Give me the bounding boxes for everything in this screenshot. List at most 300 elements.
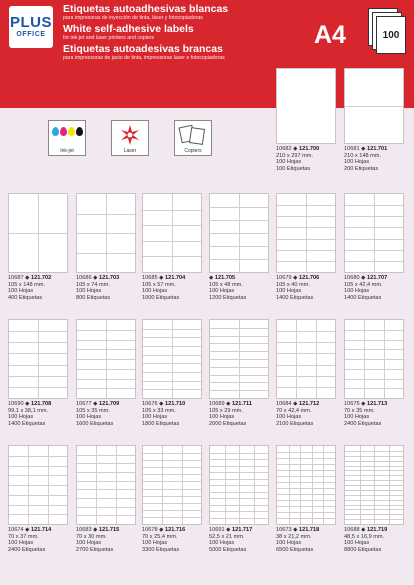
logo-office-text: OFFICE: [16, 30, 46, 38]
product-info: [344, 401, 404, 427]
label-row-line: [210, 390, 268, 391]
label-row-line: [345, 509, 403, 510]
product-info: [344, 275, 404, 301]
product-code: 10676: [142, 401, 158, 407]
product-code: 10681: [344, 146, 360, 152]
label-row-line: [210, 328, 268, 329]
label-row-line: [277, 494, 335, 495]
sheet-count: 100 Hojas: [8, 288, 34, 295]
label-row-line: [345, 456, 403, 457]
product-ref: 121.708: [30, 401, 52, 407]
label-sheet-preview: [344, 193, 404, 273]
label-row-line: [277, 216, 335, 217]
label-row-line: [210, 343, 268, 344]
product-code: 10691: [209, 527, 225, 533]
product-titles: [63, 4, 313, 64]
product-code: 10686: [76, 275, 92, 281]
label-sheet-preview: [344, 319, 404, 399]
label-sheet-preview: [276, 445, 336, 525]
label-count: 1400 Etiquetas: [8, 420, 46, 427]
label-row-line: [77, 507, 135, 508]
product-info: [8, 275, 68, 301]
product-card: [76, 445, 136, 553]
label-row-line: [143, 381, 201, 382]
label-size: 99,1 x 38,1 mm.: [8, 407, 49, 414]
sheet-count: 100 Hojas: [76, 414, 102, 421]
product-ref: 121.710: [164, 401, 186, 407]
product-info: [76, 401, 136, 427]
label-row-line: [143, 337, 201, 338]
label-sheet-preview: [8, 319, 68, 399]
label-row-line: [143, 256, 201, 257]
product-card: [8, 319, 68, 427]
label-row-line: [9, 505, 67, 506]
label-sheet-preview: [344, 68, 404, 144]
plus-office-logo: [9, 6, 53, 48]
label-count: 1600 Etiquetas: [76, 420, 114, 427]
sheet-count: 100 Hojas: [344, 288, 370, 295]
label-row-line: [277, 464, 335, 465]
label-row-line: [345, 490, 403, 491]
product-card: [344, 445, 404, 553]
sheet-count: 100 Hojas: [209, 540, 235, 547]
product-info: [276, 146, 336, 172]
laser-badge: [111, 120, 149, 156]
label-size: 105 x 57 mm.: [142, 281, 176, 288]
diamond-icon: ◆: [291, 146, 299, 152]
label-row-line: [210, 518, 268, 519]
label-sheet-preview: [142, 319, 202, 399]
label-sheet-preview: [142, 193, 202, 273]
label-row-line: [345, 340, 403, 341]
label-row-line: [210, 246, 268, 247]
product-code: 10677: [76, 401, 92, 407]
product-card: [276, 193, 336, 301]
label-count: 200 Etiquetas: [344, 165, 379, 172]
label-count: 3300 Etiquetas: [142, 546, 180, 553]
label-row-line: [210, 207, 268, 208]
label-row-line: [345, 461, 403, 462]
label-row-line: [345, 205, 403, 206]
label-row-line: [345, 495, 403, 496]
label-row-line: [210, 375, 268, 376]
label-row-line: [143, 489, 201, 490]
product-info: [276, 401, 336, 427]
label-row-line: [210, 498, 268, 499]
label-sheet-preview: [76, 193, 136, 273]
label-row-line: [345, 470, 403, 471]
label-column-line: [172, 320, 173, 398]
product-ref: 121.714: [30, 527, 52, 533]
diamond-icon: ◆: [91, 527, 99, 533]
label-row-line: [345, 500, 403, 501]
product-card: [344, 319, 404, 427]
label-sheet-preview: [344, 445, 404, 525]
sheet-count: 100 Hojas: [276, 414, 302, 421]
label-size: 70 x 30 mm.: [76, 533, 107, 540]
label-size: 52,5 x 21 mm.: [209, 533, 245, 540]
label-size: 105 x 148 mm.: [8, 281, 45, 288]
label-row-line: [210, 367, 268, 368]
label-column-line: [182, 446, 183, 524]
product-ref: 121.713: [366, 401, 388, 407]
product-info: [209, 275, 269, 301]
label-row-line: [277, 353, 335, 354]
sheet-count: 100 Hojas: [344, 540, 370, 547]
label-row-line: [77, 233, 135, 234]
label-row-line: [210, 511, 268, 512]
product-info: [142, 401, 202, 427]
label-row-line: [143, 389, 201, 390]
label-row-line: [210, 492, 268, 493]
product-ref: 121.706: [298, 275, 320, 281]
label-size: 70 x 37 mm.: [8, 533, 39, 540]
product-card: [142, 319, 202, 427]
label-row-line: [345, 485, 403, 486]
label-row-line: [9, 514, 67, 515]
sheet-count: 100 Hojas: [8, 540, 34, 547]
label-row-line: [143, 210, 201, 211]
product-card: [76, 193, 136, 301]
product-ref: 121.701: [366, 146, 388, 152]
sheet-count: 100 Hojas: [8, 414, 34, 421]
label-row-line: [277, 227, 335, 228]
label-size: 105 x 74 mm.: [76, 281, 110, 288]
label-row-line: [345, 216, 403, 217]
label-size: 105 x 48 mm.: [209, 281, 243, 288]
label-row-line: [143, 460, 201, 461]
product-code: 10673: [276, 527, 292, 533]
label-count: 1400 Etiquetas: [344, 294, 382, 301]
diamond-icon: ◆: [209, 275, 215, 281]
product-card: [276, 445, 336, 553]
product-ref: 121.700: [298, 146, 320, 152]
product-ref: 121.719: [366, 527, 388, 533]
label-size: 105 x 33 mm.: [142, 407, 176, 414]
label-row-line: [277, 331, 335, 332]
laser-star-icon: [120, 125, 140, 145]
label-row-line: [345, 106, 403, 107]
diamond-icon: ◆: [359, 527, 367, 533]
label-count: 2400 Etiquetas: [344, 420, 382, 427]
label-row-line: [77, 340, 135, 341]
sheet-count: 100 Hojas: [76, 540, 102, 547]
label-row-line: [9, 233, 67, 234]
product-code: 10688: [344, 527, 360, 533]
label-count: 800 Etiquetas: [76, 294, 111, 301]
label-size: 105 x 29 mm.: [209, 407, 243, 414]
label-row-line: [277, 458, 335, 459]
product-info: [276, 527, 336, 553]
label-row-line: [345, 359, 403, 360]
diamond-icon: ◆: [23, 275, 31, 281]
label-row-line: [277, 500, 335, 501]
copiers-badge: [174, 120, 212, 156]
sheet-count: 100 Hojas: [142, 288, 168, 295]
product-info: [344, 146, 404, 172]
label-count: 6500 Etiquetas: [276, 546, 314, 553]
label-row-line: [345, 349, 403, 350]
diamond-icon: ◆: [157, 527, 165, 533]
label-row-line: [77, 463, 135, 464]
label-row-line: [210, 359, 268, 360]
label-count: 100 Etiquetas: [276, 165, 311, 172]
label-size: 105 x 35 mm.: [76, 407, 110, 414]
product-card: [276, 68, 336, 172]
label-row-line: [77, 472, 135, 473]
diamond-icon: ◆: [224, 527, 232, 533]
label-row-line: [77, 214, 135, 215]
label-row-line: [77, 379, 135, 380]
label-sheet-preview: [8, 445, 68, 525]
diamond-icon: ◆: [291, 527, 299, 533]
sheet-count: 100 Hojas: [276, 540, 302, 547]
diamond-icon: ◆: [91, 275, 99, 281]
product-ref: 121.704: [164, 275, 186, 281]
label-row-line: [345, 388, 403, 389]
sheet-count: 100 Hojas: [209, 414, 235, 421]
product-card: [344, 68, 404, 172]
product-card: [344, 193, 404, 301]
diamond-icon: ◆: [359, 401, 367, 407]
label-size: 105 x 40 mm.: [276, 281, 310, 288]
label-size: 210 x 148 mm.: [344, 152, 381, 159]
label-row-line: [345, 475, 403, 476]
product-ref: 121.702: [30, 275, 52, 281]
inkjet-badge: [48, 120, 86, 156]
label-row-line: [277, 239, 335, 240]
label-row-line: [345, 261, 403, 262]
label-size: 70 x 42,4 mm.: [276, 407, 312, 414]
label-row-line: [9, 365, 67, 366]
label-count: 5000 Etiquetas: [209, 546, 247, 553]
product-code: 10689: [209, 401, 225, 407]
label-row-line: [277, 476, 335, 477]
label-size: 70 x 35 mm.: [344, 407, 375, 414]
label-row-line: [277, 518, 335, 519]
label-row-line: [210, 466, 268, 467]
product-card: [209, 319, 269, 427]
label-size: 105 x 42,4 mm.: [344, 281, 383, 288]
label-row-line: [277, 342, 335, 343]
label-row-line: [77, 455, 135, 456]
diamond-icon: ◆: [224, 401, 232, 407]
label-row-line: [210, 472, 268, 473]
label-sheet-preview: [209, 445, 269, 525]
label-row-line: [345, 466, 403, 467]
laser-caption: Laser: [123, 148, 137, 154]
product-ref: 121.712: [298, 401, 320, 407]
diamond-icon: ◆: [157, 275, 165, 281]
sheet-stack-icon: [366, 6, 410, 56]
label-row-line: [143, 496, 201, 497]
label-size: 48,5 x 16,9 mm.: [344, 533, 385, 540]
diamond-icon: ◆: [23, 527, 31, 533]
label-row-line: [277, 205, 335, 206]
copiers-caption: Copiers: [184, 148, 202, 154]
label-column-line: [116, 446, 117, 524]
label-row-line: [345, 330, 403, 331]
product-card: [142, 193, 202, 301]
label-size: 38 x 21,2 mm.: [276, 533, 312, 540]
label-row-line: [210, 505, 268, 506]
label-row-line: [143, 510, 201, 511]
label-sheet-preview: [209, 319, 269, 399]
label-row-line: [210, 220, 268, 221]
label-sheet-preview: [276, 68, 336, 144]
label-row-line: [277, 470, 335, 471]
label-row-line: [277, 376, 335, 377]
label-row-line: [77, 253, 135, 254]
label-row-line: [143, 517, 201, 518]
label-row-line: [210, 485, 268, 486]
subtitle-english: for ink-jet and laser printers and copiers: [63, 35, 155, 41]
logo-plus-text: PLUS: [9, 13, 52, 31]
label-row-line: [277, 482, 335, 483]
label-row-line: [143, 474, 201, 475]
label-count: 8800 Etiquetas: [344, 546, 382, 553]
inkjet-caption: Ink-jet: [60, 148, 74, 154]
product-ref: 121.711: [231, 401, 252, 407]
product-card: [8, 193, 68, 301]
sheet-count: 100 Hojas: [76, 288, 102, 295]
product-code: 10679: [276, 275, 292, 281]
label-row-line: [143, 453, 201, 454]
label-row-line: [345, 239, 403, 240]
product-ref: 121.716: [164, 527, 186, 533]
label-row-line: [77, 489, 135, 490]
label-count: 2100 Etiquetas: [276, 420, 314, 427]
sheet-count: 100 Hojas: [142, 540, 168, 547]
label-row-line: [210, 259, 268, 260]
product-code: 10675: [344, 401, 360, 407]
product-info: [209, 401, 269, 427]
product-code: 10687: [8, 275, 24, 281]
title-spanish: Etiquetas autoadhesivas blancas: [63, 3, 229, 15]
label-row-line: [77, 498, 135, 499]
label-row-line: [77, 388, 135, 389]
label-sheet-preview: [276, 193, 336, 273]
sheet-count: 100 Hojas: [209, 288, 235, 295]
label-row-line: [77, 349, 135, 350]
title-english: White self-adhesive labels: [63, 23, 194, 35]
label-row-line: [210, 459, 268, 460]
ink-drops-icon: [52, 127, 83, 136]
label-row-line: [345, 480, 403, 481]
label-row-line: [277, 250, 335, 251]
product-info: [76, 275, 136, 301]
label-row-line: [143, 503, 201, 504]
subtitle-spanish: para impresoras de inyección de tinta, láser y fotocopiadoras: [63, 15, 203, 21]
label-sheet-preview: [76, 319, 136, 399]
label-row-line: [210, 382, 268, 383]
product-ref: 121.717: [231, 527, 253, 533]
label-size: 210 x 297 mm.: [276, 152, 313, 159]
subtitle-portuguese: para impressoras de jacto de tinta, impressoras laser e fotocopiadoras: [63, 55, 225, 61]
label-row-line: [277, 452, 335, 453]
label-row-line: [210, 351, 268, 352]
diamond-icon: ◆: [359, 146, 367, 152]
label-row-line: [210, 453, 268, 454]
label-row-line: [9, 387, 67, 388]
label-row-line: [143, 372, 201, 373]
label-row-line: [143, 329, 201, 330]
label-row-line: [9, 342, 67, 343]
label-sheet-preview: [276, 319, 336, 399]
product-code: 10685: [142, 275, 158, 281]
product-info: [142, 275, 202, 301]
diamond-icon: ◆: [91, 401, 99, 407]
label-row-line: [9, 456, 67, 457]
title-portuguese: Etiquetas autoadesivas brancas: [63, 43, 223, 55]
label-row-line: [9, 475, 67, 476]
label-column-line: [162, 446, 163, 524]
label-sheet-preview: [76, 445, 136, 525]
label-column-line: [172, 194, 173, 272]
label-count: 2400 Etiquetas: [8, 546, 46, 553]
label-row-line: [345, 514, 403, 515]
label-row-line: [9, 495, 67, 496]
label-count: 1800 Etiquetas: [142, 420, 180, 427]
label-count: 1000 Etiquetas: [142, 294, 180, 301]
label-row-line: [143, 467, 201, 468]
product-ref: 121.705: [214, 275, 236, 281]
product-ref: 121.707: [366, 275, 388, 281]
product-info: [344, 527, 404, 553]
label-row-line: [277, 506, 335, 507]
label-row-line: [277, 488, 335, 489]
label-row-line: [9, 353, 67, 354]
label-row-line: [277, 512, 335, 513]
diamond-icon: ◆: [23, 401, 31, 407]
label-row-line: [9, 466, 67, 467]
product-ref: 121.715: [98, 527, 120, 533]
sheet-count: 100 Hojas: [142, 414, 168, 421]
diamond-icon: ◆: [291, 401, 299, 407]
product-info: [276, 275, 336, 301]
product-card: [209, 445, 269, 553]
product-card: [276, 319, 336, 427]
pack-count: 100: [376, 16, 406, 54]
label-row-line: [143, 355, 201, 356]
label-row-line: [345, 250, 403, 251]
sheet-count: 100 Hojas: [276, 288, 302, 295]
label-row-line: [277, 261, 335, 262]
label-row-line: [277, 365, 335, 366]
product-info: [209, 527, 269, 553]
label-count: 400 Etiquetas: [8, 294, 43, 301]
label-row-line: [345, 369, 403, 370]
label-row-line: [9, 331, 67, 332]
product-info: [142, 527, 202, 553]
label-row-line: [143, 481, 201, 482]
label-row-line: [277, 387, 335, 388]
label-row-line: [77, 369, 135, 370]
label-row-line: [345, 451, 403, 452]
label-count: 2000 Etiquetas: [209, 420, 247, 427]
product-code: 10680: [344, 275, 360, 281]
label-count: 1400 Etiquetas: [276, 294, 314, 301]
label-row-line: [77, 515, 135, 516]
label-row-line: [143, 241, 201, 242]
label-row-line: [77, 481, 135, 482]
label-row-line: [77, 359, 135, 360]
product-info: [76, 527, 136, 553]
sheet-count: 100 Hojas: [276, 159, 302, 166]
product-card: [8, 445, 68, 553]
product-ref: 121.718: [298, 527, 320, 533]
diamond-icon: ◆: [291, 275, 299, 281]
